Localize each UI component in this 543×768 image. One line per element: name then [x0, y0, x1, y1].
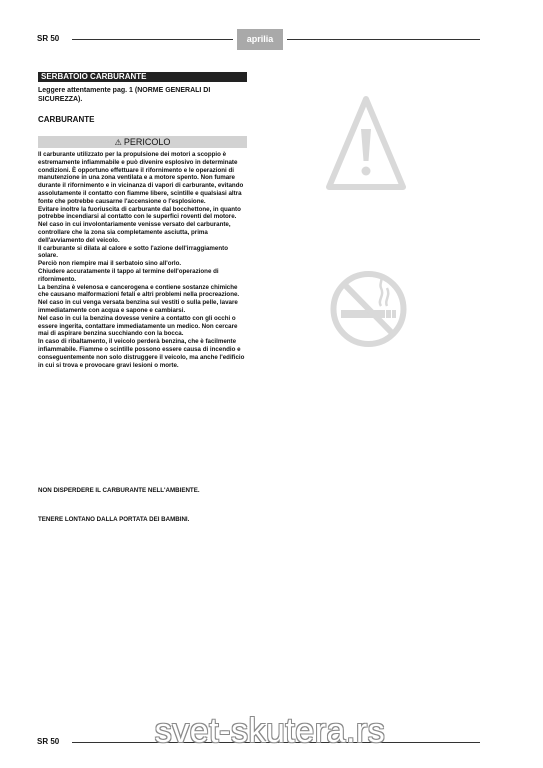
intro-text: Leggere attentamente pag. 1 (NORME GENERALI DI SICUREZZA).: [38, 87, 211, 103]
watermark: svet-skutera.rs: [154, 712, 386, 750]
danger-label: PERICOLO: [123, 137, 171, 147]
section-title: SERBATOIO CARBURANTE: [38, 72, 247, 82]
brand-logo: aprilia: [237, 29, 283, 50]
danger-banner: [38, 136, 247, 148]
paragraph: Nel caso in cui la benzina dovesse venire a contatto con gli occhi o essere ingerita, contattare immediatamente un medico. Non cercare mai di aspirare benzina succhiando con la bocca.: [38, 314, 238, 338]
paragraph: In caso di ribaltamento, il veicolo perderà benzina, che è facilmente infiammabile. Fiamme o scintille possono essere causa di incendio e conseguentemente non solo distruggere il veicolo, ma anche l'edificio in cui si trova e provocare gravi lesioni o morte.: [38, 338, 245, 369]
header-rule-right: [287, 39, 480, 40]
no-smoking-icon: [329, 260, 408, 358]
paragraph: Il carburante si dilata al calore e sotto l'azione dell'irraggiamento solare.: [38, 244, 228, 260]
paragraph: La benzina è velenosa e cancerogena e contiene sostanze chimiche che causano malformazioni fetali e altri problemi nella procreazione. Nel caso in cui venga versata benzina sui vestiti o sulla pelle, lavare immediatamente con acqua e sapone e cambiarsi.: [38, 283, 240, 314]
environment-note: NON DISPERDERE IL CARBURANTE NELL'AMBIENTE.: [38, 487, 200, 494]
header-rule-left: [72, 39, 233, 40]
warning-small-icon: ⚠: [114, 138, 122, 147]
paragraph: Chiudere accuratamente il tappo al termine dell'operazione di rifornimento.: [38, 267, 219, 283]
paragraph: Evitare inoltre la fuoriuscita di carburante dal bocchettone, in quanto potrebbe incendiarsi al contatto con le superfici roventi del motore.: [38, 205, 241, 221]
warning-body: [38, 151, 247, 369]
children-note: TENERE LONTANO DALLA PORTATA DEI BAMBINI.: [38, 516, 190, 523]
subheading: CARBURANTE: [38, 115, 95, 124]
paragraph: Nel caso in cui involontariamente venisse versato del carburante, controllare che la zona sia completamente asciutta, prima dell'avviamento del veicolo.: [38, 221, 231, 244]
footer-model: SR 50: [37, 737, 60, 746]
warning-triangle-icon: [326, 95, 406, 191]
paragraph: Perciò non riempire mai il serbatoio sino all'orlo.: [38, 260, 182, 268]
header-model: SR 50: [37, 34, 60, 43]
paragraph: Il carburante utilizzato per la propulsione dei motori a scoppio è estremamente infiammabile e può divenire esplosivo in determinate condizioni. È opportuno effettuare il rifornimento e le operazioni di manutenzione in una zona ventilata e a motore spento. Non fumare durante il rifornimento e in vicinanza di vapori di carburante, evitando assolutamente il contatto con fiamme libere, scintille e qualsiasi altra fonte che potrebbe causarne l'accensione o l'esplosione.: [38, 151, 244, 205]
